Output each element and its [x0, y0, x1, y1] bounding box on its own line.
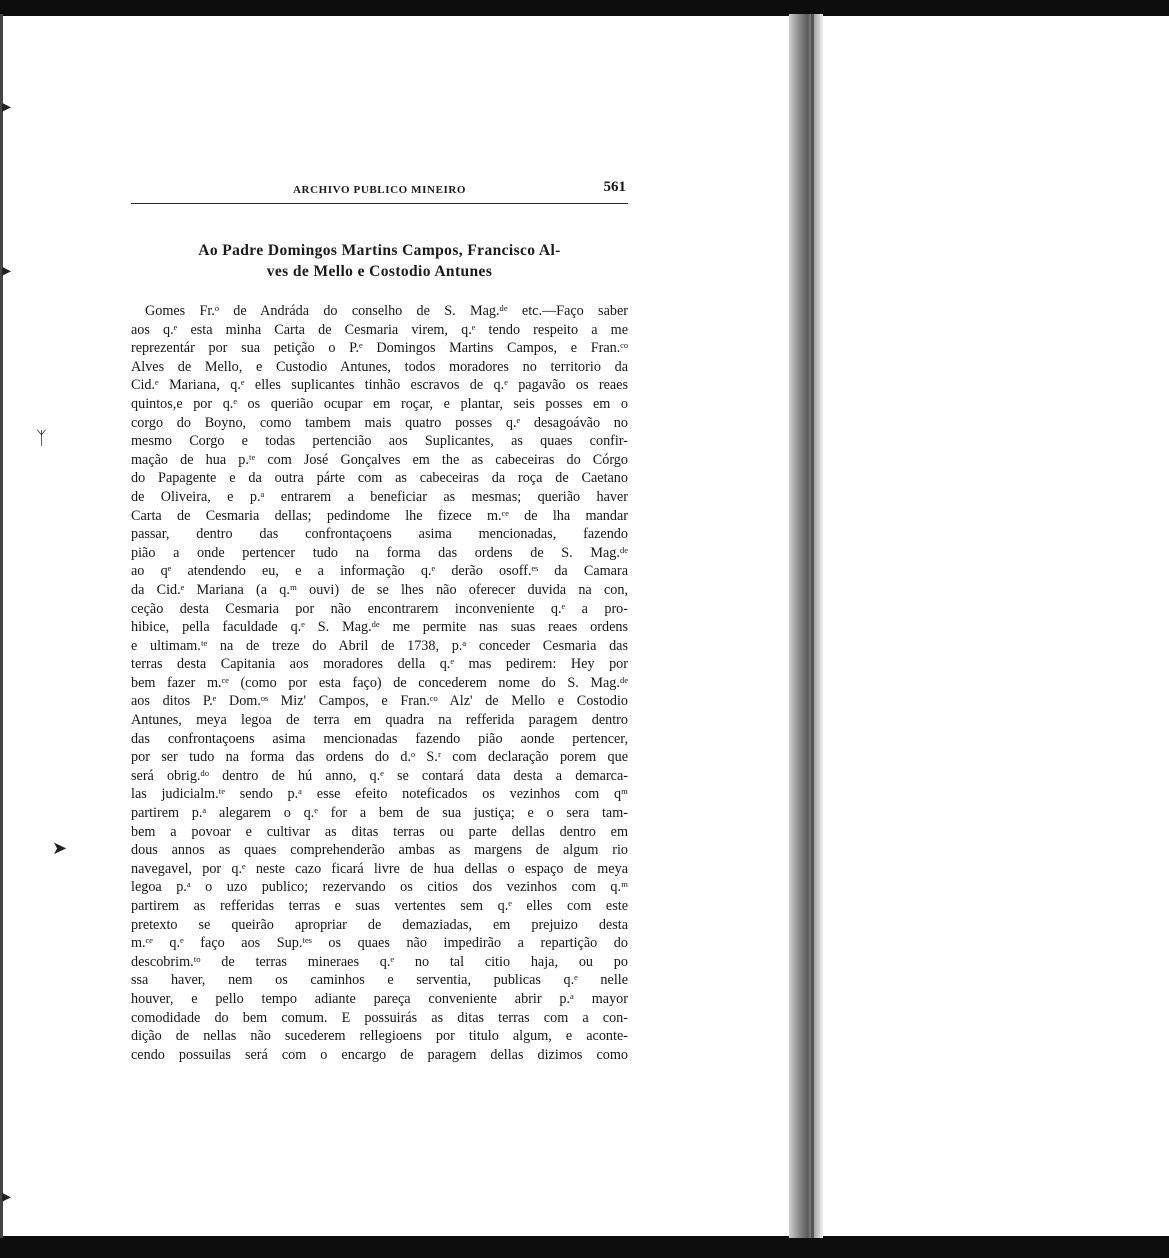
margin-mark-icon: ▸: [2, 260, 12, 281]
body-line: comodidade do bem comum. E possuirás as ditas terras com a con-: [131, 1009, 628, 1026]
running-head: [131, 181, 628, 204]
body-line: ceção desta Cesmaria por não encontrarem inconveniente q.ᵉ a pro-: [131, 600, 628, 617]
body-line: ao qᵉ atendendo eu, e a informação q.ᵉ derão osoff.ᵉˢ da Camara: [131, 563, 628, 580]
body-line: aos q.ᵉ esta minha Carta de Cesmaria virem, q.ᵉ tendo respeito a me: [131, 321, 628, 338]
body-line: ssa haver, nem os caminhos e serventia, publicas q.ᵉ nelle: [131, 972, 628, 989]
body-line: legoa p.ᵃ o uzo publico; rezervando os citios dos vezinhos com q.ᵐ: [131, 879, 628, 896]
margin-arrow-icon: ➤: [52, 838, 68, 859]
body-line: navegavel, por q.ᵉ neste cazo ficará livre de hua dellas o espaço de meya: [131, 860, 628, 877]
body-line: de Oliveira, e p.ᵃ entrarem a beneficiar as mesmas; querião haver: [131, 488, 628, 505]
body-line: pretexto se queirão apropriar de demaziadas, em prejuizo desta: [131, 916, 628, 933]
margin-mark-icon: ▸: [2, 96, 12, 117]
margin-mark-icon: ▸: [2, 1186, 12, 1207]
body-text: [131, 302, 628, 1064]
heading-line: Ao Padre Domingos Martins Campos, Francisco Al-: [198, 242, 561, 259]
document-heading: [131, 240, 628, 282]
body-line: descobrim.ᵗᵒ de terras mineraes q.ᵉ no tal citio haja, ou po: [131, 953, 628, 970]
page-number: 561: [603, 179, 626, 195]
book-gutter-shadow: [789, 14, 823, 1238]
running-head-title: ARCHIVO PUBLICO MINEIRO: [293, 184, 467, 196]
body-line: partirem as refferidas terras e suas vertentes sem q.ᵉ elles com este: [131, 898, 628, 914]
gutter-fold-line: [811, 14, 814, 1238]
body-line: terras desta Capitania aos moradores della q.ᵉ mas pedirem: Hey por: [131, 656, 628, 673]
heading-line: ves de Mello e Costodio Antunes: [266, 263, 493, 280]
body-line: por ser tudo na forma das ordens do d.ᵒ S.ʳ com declaração porem que: [131, 749, 628, 766]
scan-border-top: [0, 0, 1169, 16]
body-line: dição de nellas não sucederem rellegioens por titulo algum, e aconte-: [131, 1028, 628, 1045]
body-line: dous annos as quaes comprehenderão ambas as margens de algum rio: [131, 842, 628, 859]
body-line: e ultimam.ᵗᵉ na de treze do Abril de 1738, p.ᵃ conceder Cesmaria das: [131, 637, 628, 654]
margin-tick-icon: ᛉ: [36, 428, 47, 449]
body-line: houver, e pello tempo adiante pareça conveniente abrir p.ᵃ mayor: [131, 990, 628, 1007]
body-line: Gomes Fr.ᵒ de Andráda do conselho de S. Mag.ᵈᵉ etc.—Faço saber: [145, 303, 628, 319]
body-line: aos ditos P.ᵉ Dom.ᵒˢ Miz' Campos, e Fran.ᶜᵒ Alz' de Mello e Costodio: [131, 693, 628, 710]
body-line: bem fazer m.ᶜᵉ (como por esta faço) de concederem nome do S. Mag.ᵈᵉ: [131, 674, 628, 691]
body-line: m.ᶜᵉ q.ᵉ faço aos Sup.ᵗᵉˢ os quaes não impedirão a repartição do: [131, 935, 628, 952]
body-line: partirem p.ᵃ alegarem o q.ᵉ for a bem de sua justiça; e o sera tam-: [131, 805, 628, 822]
body-line: Carta de Cesmaria dellas; pedindome lhe fizece m.ᶜᵉ de lha mandar: [131, 507, 628, 524]
body-line: cendo possuilas será com o encargo de paragem dellas dizimos como: [131, 1046, 628, 1063]
body-line: Cid.ᵉ Mariana, q.ᵉ elles suplicantes tinhão escravos de q.ᵉ pagavão os reaes: [131, 377, 628, 394]
body-line: passar, dentro das confrontaçoens asima mencionadas, fazendo: [131, 526, 628, 543]
body-line: Antunes, meya legoa de terra em quadra na refferida paragem dentro: [131, 712, 628, 729]
body-line: mação de hua p.ᵗᵉ com José Gonçalves em the as cabeceiras do Córgo: [131, 451, 628, 468]
scan-border-bottom: [0, 1236, 1169, 1258]
body-line: Alves de Mello, e Custodio Antunes, todos moradores no territorio da: [131, 358, 628, 375]
body-line: reprezentár por sua petição o P.ᵉ Domingos Martins Campos, e Fran.ᶜᵒ: [131, 340, 628, 357]
body-line: corgo do Boyno, como tambem mais quatro posses q.ᵉ desagoávão no: [131, 414, 628, 431]
body-line: bem a povoar e cultivar as ditas terras ou parte dellas dentro em: [131, 823, 628, 840]
body-line: mesmo Corgo e todas pertencião aos Suplicantes, as quaes confir-: [131, 433, 628, 450]
body-line: quintos,e por q.ᵉ os querião ocupar em roçar, e plantar, seis posses em o: [131, 395, 628, 412]
body-line: pião a onde pertencer tudo na forma das ordens de S. Mag.ᵈᵉ: [131, 544, 628, 561]
body-line: do Papagente e da outra párte com as cabeceiras da roça de Caetano: [131, 470, 628, 487]
page-left-edge: [0, 14, 3, 1238]
body-line: será obrig.ᵈᵒ dentro de hú anno, q.ᵉ se contará data desta a demarca-: [131, 767, 628, 784]
body-line: hibice, pella faculdade q.ᵉ S. Mag.ᵈᵉ me permite nas suas reaes ordens: [131, 619, 628, 636]
body-line: das confrontaçoens asima mencionadas fazendo pião aonde pertencer,: [131, 730, 628, 747]
body-line: las judicialm.ᵗᵉ sendo p.ᵃ esse efeito noteficados os vezinhos com qᵐ: [131, 786, 628, 803]
body-line: da Cid.ᵉ Mariana (a q.ᵐ ouvi) de se lhes não oferecer duvida na con,: [131, 581, 628, 598]
